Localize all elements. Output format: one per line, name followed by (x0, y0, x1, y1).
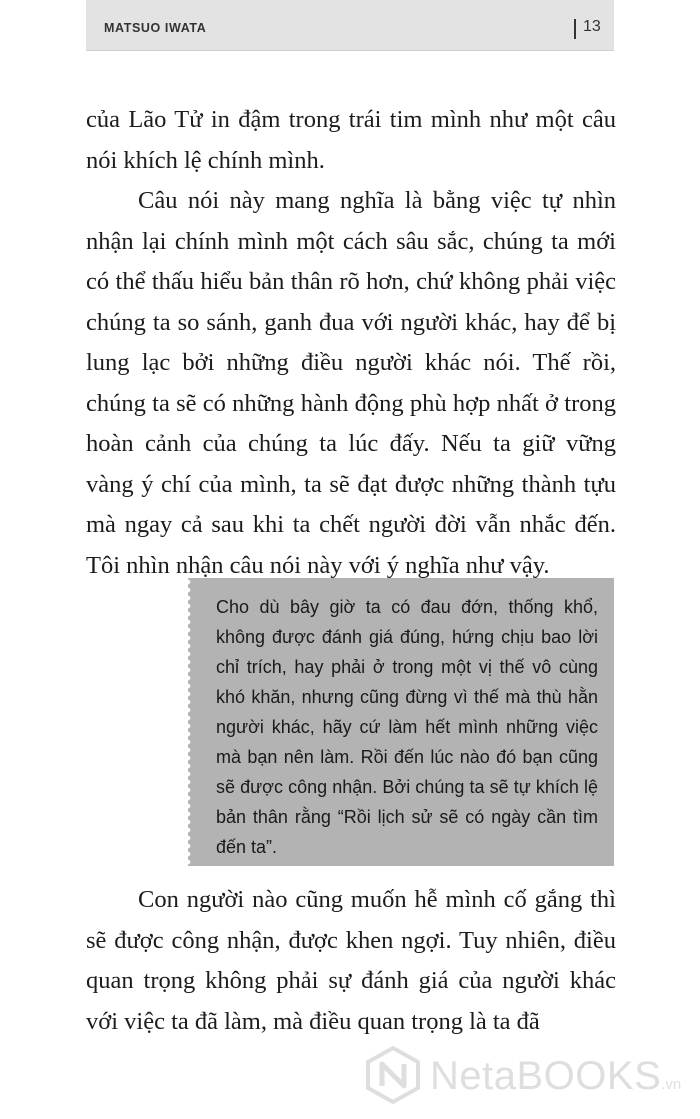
page-number: 13 (583, 18, 601, 35)
netabooks-n-logo-icon (364, 1046, 422, 1104)
running-header (86, 0, 614, 51)
paragraph-2: Câu nói này mang nghĩa là bằng việc tự nhìn nhận lại chính mình một cách sâu sắc, chúng ta mới có thể thấu hiểu bản thân rõ hơn, chứ không phải việc chúng ta so sánh, ganh đua với người khác, hay để bị lung lạc bởi những điều người khác nói. Thế rồi, chúng ta sẽ có những hành động phù hợp nhất ở trong hoàn cảnh của chúng ta lúc đấy. Nếu ta giữ vững vàng ý chí của mình, ta sẽ đạt được những thành tựu mà ngay cả sau khi ta chết người đời vẫn nhắc đến. Tôi nhìn nhận câu nói này với ý nghĩa như vậy. (86, 187, 616, 579)
watermark-text (430, 1054, 681, 1099)
paragraph-3: Con người nào cũng muốn hễ mình cố gắng thì sẽ được công nhận, được khen ngợi. Tuy nhiên, điều quan trọng không phải sự đánh giá của người khác với việc ta đã làm, mà điều quan trọng là ta đã (86, 886, 616, 1035)
paragraph-1: của Lão Tử in đậm trong trái tim mình như một câu nói khích lệ chính mình. (86, 106, 616, 174)
header-separator (574, 19, 576, 39)
header-author: MATSUO IWATA (104, 21, 207, 35)
callout-text: Cho dù bây giờ ta có đau đớn, thống khổ, không được đánh giá đúng, hứng chịu bao lời chỉ trích, hay phải ở trong một vị thế vô cùng khó khăn, nhưng cũng đừng vì thế mà thù hằn người khác, hãy cứ làm hết mình những việc mà bạn nên làm. Rồi đến lúc nào đó bạn cũng sẽ được công nhận. Bởi chúng ta sẽ tự khích lệ bản thân rằng “Rồi lịch sử sẽ có ngày cần tìm đến ta”. (216, 597, 598, 857)
callout-perforated-edge (185, 578, 191, 866)
callout-box (188, 578, 614, 866)
watermark-brand: NetaBOOKS (430, 1054, 662, 1098)
watermark-suffix: .vn (661, 1076, 682, 1093)
